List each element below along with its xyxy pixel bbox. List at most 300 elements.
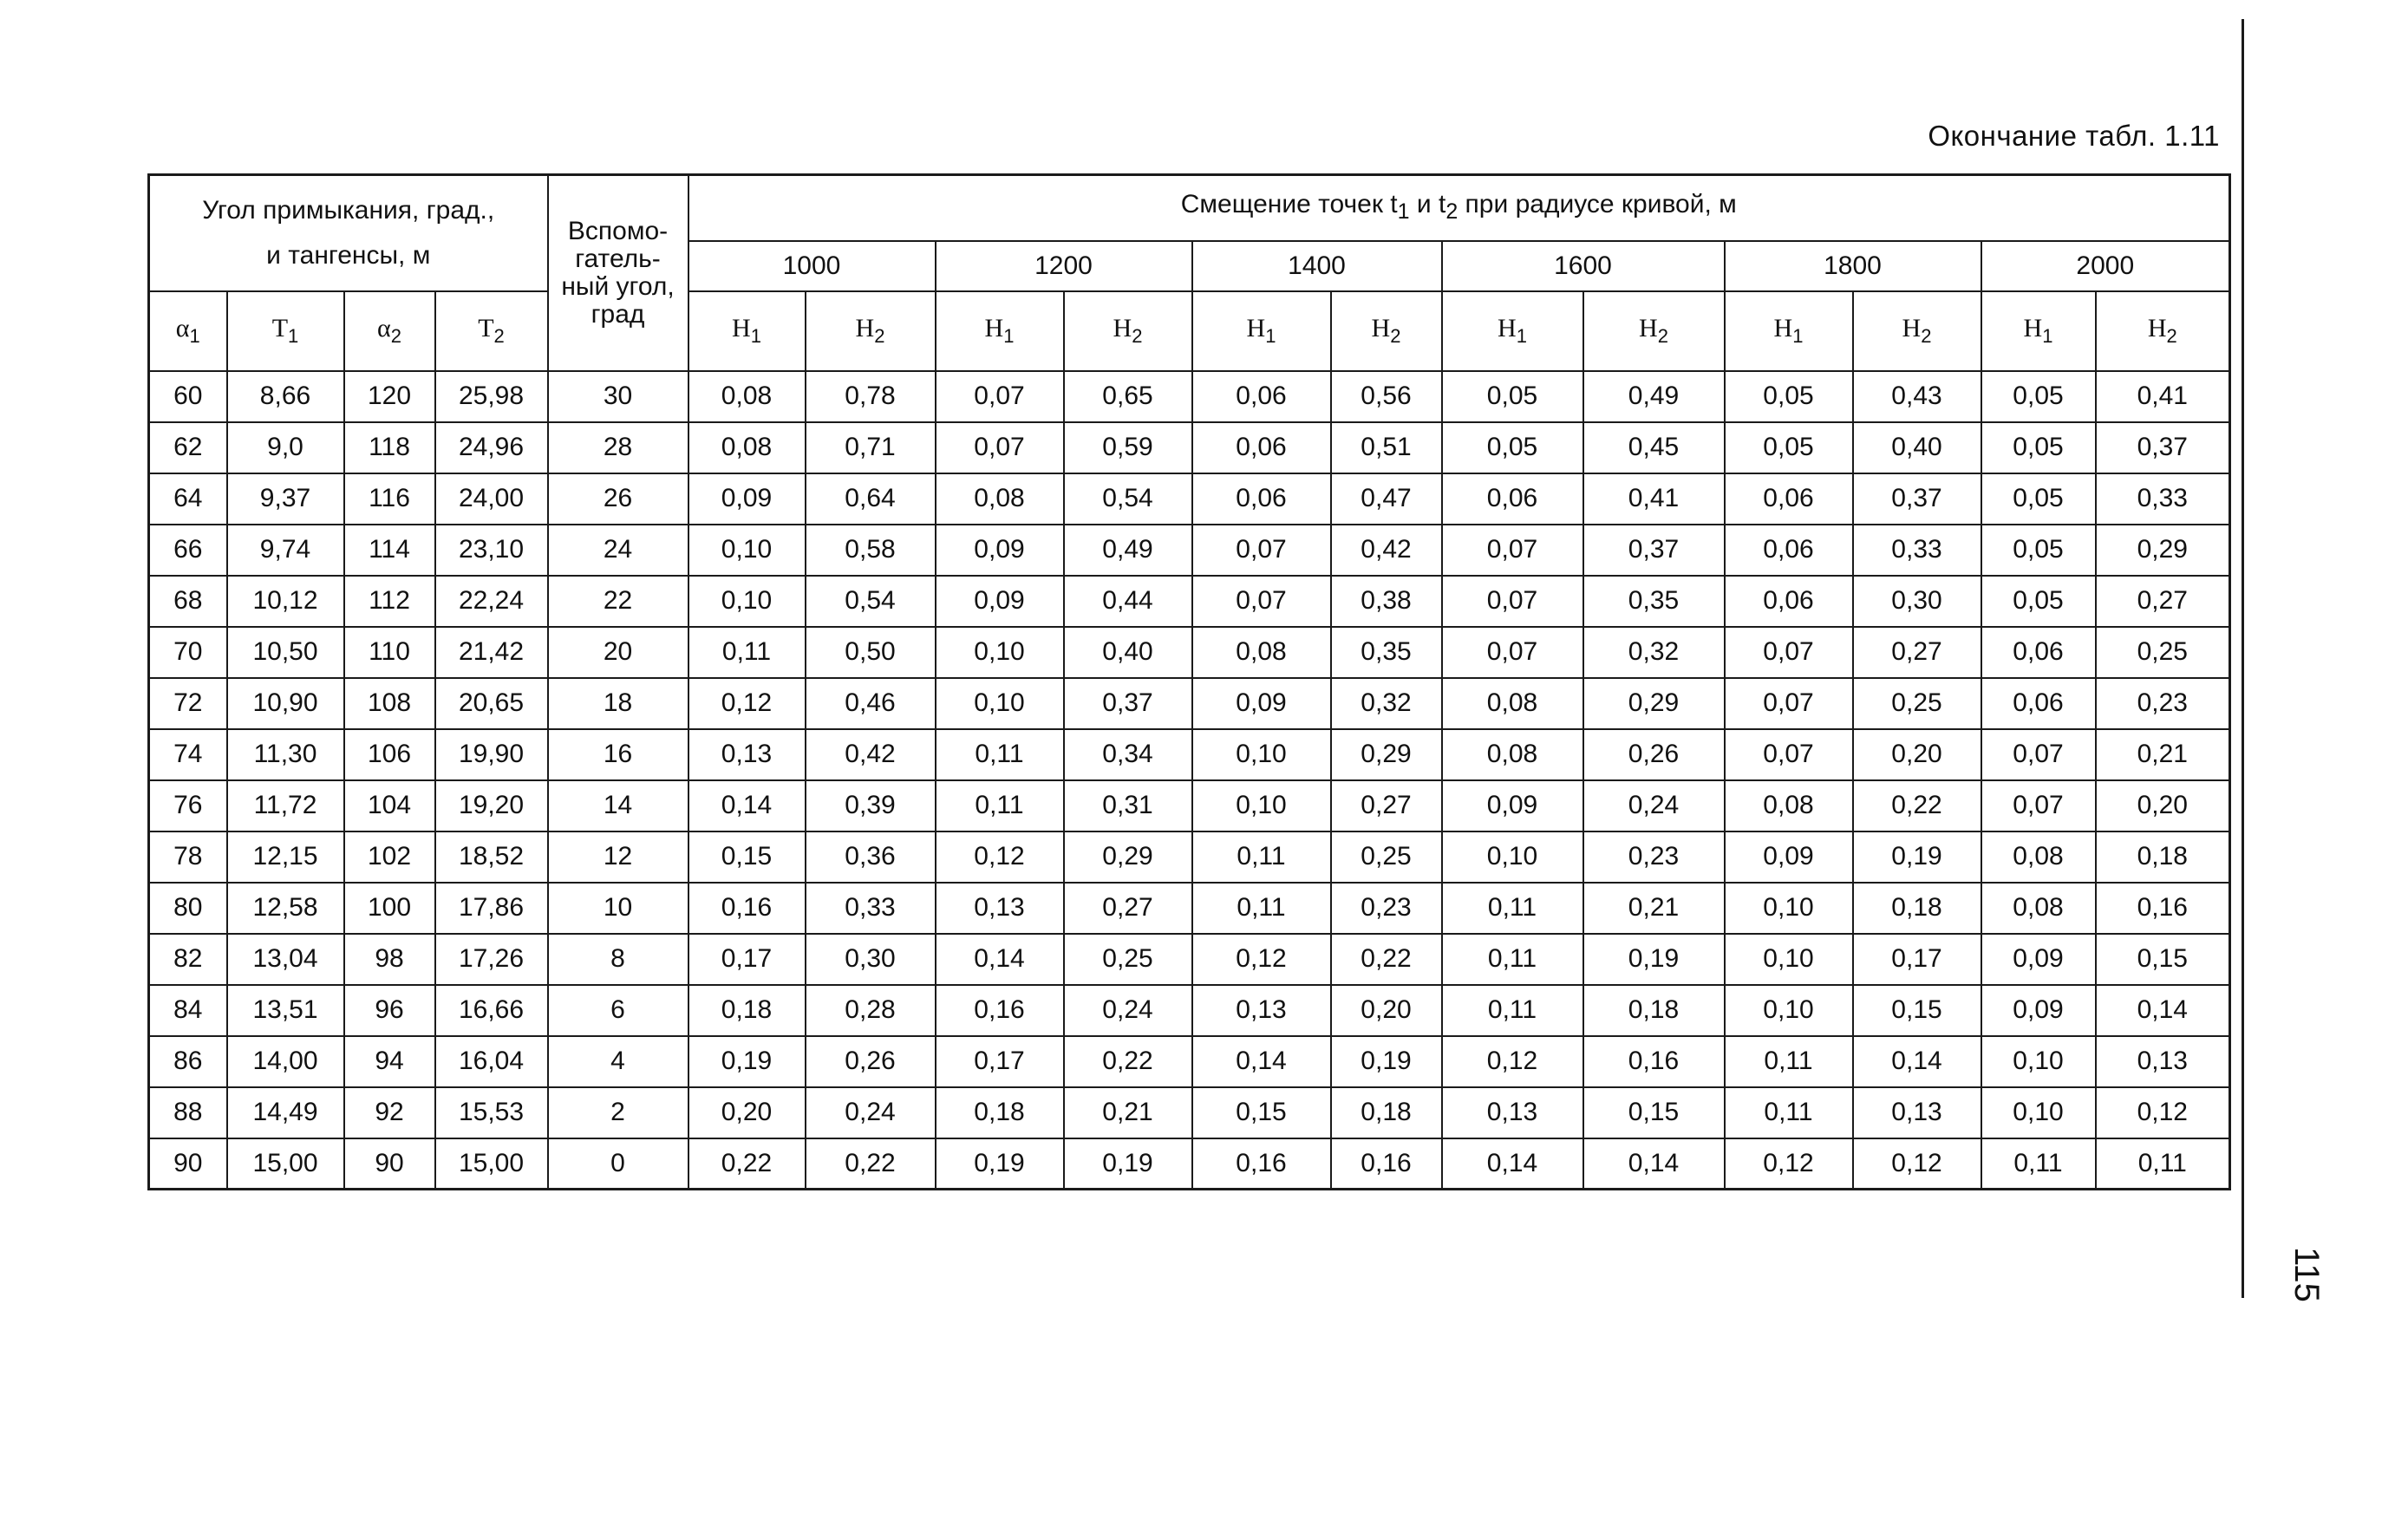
col-H2-r1-subscript: 2 bbox=[1132, 325, 1143, 347]
col-H2-r2-symbol: H bbox=[1371, 314, 1391, 342]
table-cell: 0,54 bbox=[1064, 473, 1192, 525]
table-cell: 0,07 bbox=[1442, 627, 1583, 678]
table-cell: 0,24 bbox=[1583, 780, 1725, 831]
table-cell: 0,07 bbox=[1442, 576, 1583, 627]
table-cell: 0,23 bbox=[1331, 883, 1442, 934]
table-cell: 0,38 bbox=[1331, 576, 1442, 627]
col-H1-r2-symbol: H bbox=[1246, 314, 1266, 342]
table-cell: 0,30 bbox=[806, 934, 936, 985]
table-cell: 0,40 bbox=[1853, 422, 1981, 473]
table-cell: 0,18 bbox=[688, 985, 806, 1036]
table-cell: 0,23 bbox=[2096, 678, 2230, 729]
table-cell: 0,10 bbox=[936, 627, 1064, 678]
table-cell: 0,45 bbox=[1583, 422, 1725, 473]
table-cell: 0,29 bbox=[1331, 729, 1442, 780]
table-cell: 0,10 bbox=[688, 525, 806, 576]
col-H2-r3-symbol: H bbox=[1639, 314, 1658, 342]
table-cell: 0,08 bbox=[1725, 780, 1853, 831]
table-row bbox=[149, 1138, 2230, 1190]
table-cell: 0,08 bbox=[1442, 729, 1583, 780]
col-H1-r3 bbox=[1442, 291, 1583, 371]
table-row bbox=[149, 422, 2230, 473]
page-margin-line bbox=[2242, 19, 2244, 1298]
table-cell: 0,09 bbox=[688, 473, 806, 525]
table-cell: 0,07 bbox=[1192, 576, 1331, 627]
table-cell: 0,05 bbox=[1981, 371, 2096, 422]
table-cell: 0,07 bbox=[1981, 729, 2096, 780]
table-cell: 0,07 bbox=[1725, 627, 1853, 678]
table-cell: 0,25 bbox=[1331, 831, 1442, 883]
table-cell: 0,41 bbox=[2096, 371, 2230, 422]
table-cell: 0,56 bbox=[1331, 371, 1442, 422]
table-row bbox=[149, 473, 2230, 525]
table-cell: 0,11 bbox=[1442, 883, 1583, 934]
col-H1-r3-symbol: H bbox=[1498, 314, 1517, 342]
table-cell: 0,46 bbox=[806, 678, 936, 729]
col-H1-r0-symbol: H bbox=[732, 314, 751, 342]
table-cell: 0,09 bbox=[1192, 678, 1331, 729]
table-row bbox=[149, 985, 2230, 1036]
table-cell: 0,08 bbox=[1442, 678, 1583, 729]
col-alpha1-subscript: 1 bbox=[189, 325, 200, 347]
table-cell: 0,21 bbox=[1064, 1087, 1192, 1138]
table-cell: 0,19 bbox=[1583, 934, 1725, 985]
radius-1400: 1400 bbox=[1192, 241, 1442, 291]
table-cell: 0,25 bbox=[1064, 934, 1192, 985]
table-cell: 14,49 bbox=[227, 1087, 344, 1138]
table-cell: 106 bbox=[344, 729, 435, 780]
table-cell: 0,05 bbox=[1981, 525, 2096, 576]
table-cell: 19,90 bbox=[435, 729, 548, 780]
table-cell: 10,50 bbox=[227, 627, 344, 678]
table-cell: 0,37 bbox=[2096, 422, 2230, 473]
table-cell: 0,18 bbox=[1331, 1087, 1442, 1138]
table-row bbox=[149, 1087, 2230, 1138]
table-cell: 0,22 bbox=[688, 1138, 806, 1190]
table-cell: 0,11 bbox=[2096, 1138, 2230, 1190]
table-cell: 10 bbox=[548, 883, 688, 934]
table-cell: 0,11 bbox=[1981, 1138, 2096, 1190]
col-H2-r3-subscript: 2 bbox=[1657, 325, 1668, 347]
table-cell: 70 bbox=[149, 627, 227, 678]
table-cell: 0,16 bbox=[1583, 1036, 1725, 1087]
table-cell: 16,04 bbox=[435, 1036, 548, 1087]
table-cell: 0,05 bbox=[1725, 422, 1853, 473]
table-cell: 0,43 bbox=[1853, 371, 1981, 422]
table-cell: 96 bbox=[344, 985, 435, 1036]
table-cell: 0,49 bbox=[1064, 525, 1192, 576]
table-cell: 0,14 bbox=[1192, 1036, 1331, 1087]
col-T2 bbox=[435, 291, 548, 371]
table-cell: 0,37 bbox=[1583, 525, 1725, 576]
table-cell: 0,10 bbox=[1725, 883, 1853, 934]
table-cell: 15,53 bbox=[435, 1087, 548, 1138]
table-cell: 0,10 bbox=[1981, 1036, 2096, 1087]
table-cell: 0,49 bbox=[1583, 371, 1725, 422]
table-row bbox=[149, 627, 2230, 678]
table-cell: 0,22 bbox=[1064, 1036, 1192, 1087]
col-alpha2-subscript: 2 bbox=[390, 325, 401, 347]
table-cell: 0,29 bbox=[1064, 831, 1192, 883]
table-cell: 0,11 bbox=[1442, 985, 1583, 1036]
table-cell: 0,10 bbox=[688, 576, 806, 627]
table-cell: 86 bbox=[149, 1036, 227, 1087]
table-cell: 0,35 bbox=[1331, 627, 1442, 678]
col-T1-subscript: 1 bbox=[288, 325, 299, 347]
table-cell: 0,37 bbox=[1064, 678, 1192, 729]
table-cell: 0,11 bbox=[936, 729, 1064, 780]
table-cell: 0,64 bbox=[806, 473, 936, 525]
table-cell: 0,27 bbox=[2096, 576, 2230, 627]
table-cell: 0,27 bbox=[1331, 780, 1442, 831]
table-row bbox=[149, 831, 2230, 883]
table-cell: 15,00 bbox=[227, 1138, 344, 1190]
table-row bbox=[149, 780, 2230, 831]
col-H2-r5 bbox=[2096, 291, 2230, 371]
table-cell: 26 bbox=[548, 473, 688, 525]
table-cell: 0,06 bbox=[1725, 473, 1853, 525]
radius-1000: 1000 bbox=[688, 241, 936, 291]
table-cell: 0,11 bbox=[1442, 934, 1583, 985]
table-cell: 0,14 bbox=[2096, 985, 2230, 1036]
aux-angle-line1: Вспомо- bbox=[567, 216, 669, 245]
table-cell: 25,98 bbox=[435, 371, 548, 422]
table-cell: 24,96 bbox=[435, 422, 548, 473]
col-H1-r2-subscript: 1 bbox=[1265, 325, 1276, 347]
table-cell: 0,13 bbox=[1853, 1087, 1981, 1138]
table-cell: 0,11 bbox=[1725, 1036, 1853, 1087]
table-cell: 0,24 bbox=[806, 1087, 936, 1138]
table-cell: 0,06 bbox=[1192, 473, 1331, 525]
radius-1200: 1200 bbox=[936, 241, 1192, 291]
col-H1-r1-subscript: 1 bbox=[1003, 325, 1015, 347]
table-cell: 0,07 bbox=[1981, 780, 2096, 831]
col-H1-r4 bbox=[1725, 291, 1853, 371]
col-H2-r1 bbox=[1064, 291, 1192, 371]
table-cell: 62 bbox=[149, 422, 227, 473]
col-alpha1 bbox=[149, 291, 227, 371]
table-cell: 30 bbox=[548, 371, 688, 422]
table-cell: 0,14 bbox=[1583, 1138, 1725, 1190]
table-cell: 112 bbox=[344, 576, 435, 627]
table-cell: 0,17 bbox=[688, 934, 806, 985]
col-H1-r2 bbox=[1192, 291, 1331, 371]
table-cell: 0,07 bbox=[1192, 525, 1331, 576]
col-H2-r5-symbol: H bbox=[2147, 314, 2167, 342]
offset-mid: и t bbox=[1409, 189, 1446, 218]
radius-2000: 2000 bbox=[1981, 241, 2230, 291]
table-cell: 22,24 bbox=[435, 576, 548, 627]
table-row bbox=[149, 729, 2230, 780]
symbol-header-row bbox=[149, 291, 2230, 371]
table-cell: 0,08 bbox=[1981, 883, 2096, 934]
table-cell: 0,15 bbox=[2096, 934, 2230, 985]
table-cell: 0,33 bbox=[2096, 473, 2230, 525]
table-cell: 0,15 bbox=[1583, 1087, 1725, 1138]
table-cell: 0,33 bbox=[806, 883, 936, 934]
col-H1-r5-symbol: H bbox=[2023, 314, 2043, 342]
table-cell: 0,71 bbox=[806, 422, 936, 473]
table-cell: 22 bbox=[548, 576, 688, 627]
col-T1 bbox=[227, 291, 344, 371]
table-cell: 0,09 bbox=[936, 525, 1064, 576]
table-cell: 0,09 bbox=[936, 576, 1064, 627]
table-cell: 12,15 bbox=[227, 831, 344, 883]
col-H2-r4 bbox=[1853, 291, 1981, 371]
table-cell: 0,26 bbox=[806, 1036, 936, 1087]
table-cell: 0,22 bbox=[1331, 934, 1442, 985]
table-cell: 0,19 bbox=[936, 1138, 1064, 1190]
table-cell: 72 bbox=[149, 678, 227, 729]
table-cell: 0,06 bbox=[1192, 422, 1331, 473]
table-cell: 0,06 bbox=[1192, 371, 1331, 422]
table-cell: 16 bbox=[548, 729, 688, 780]
table-cell: 0,18 bbox=[1583, 985, 1725, 1036]
angle-group-header bbox=[149, 175, 548, 291]
table-cell: 0,18 bbox=[2096, 831, 2230, 883]
table-cell: 11,72 bbox=[227, 780, 344, 831]
table-cell: 0,21 bbox=[2096, 729, 2230, 780]
col-H1-r0-subscript: 1 bbox=[750, 325, 761, 347]
table-cell: 0,27 bbox=[1853, 627, 1981, 678]
table-cell: 0,13 bbox=[1442, 1087, 1583, 1138]
table-cell: 0,12 bbox=[1725, 1138, 1853, 1190]
table-cell: 14,00 bbox=[227, 1036, 344, 1087]
table-cell: 0,08 bbox=[1192, 627, 1331, 678]
table-cell: 0,10 bbox=[1981, 1087, 2096, 1138]
table-cell: 0,07 bbox=[1725, 678, 1853, 729]
col-H1-r3-subscript: 1 bbox=[1516, 325, 1527, 347]
table-cell: 102 bbox=[344, 831, 435, 883]
table-cell: 84 bbox=[149, 985, 227, 1036]
table-cell: 0,54 bbox=[806, 576, 936, 627]
table-cell: 17,86 bbox=[435, 883, 548, 934]
table-cell: 74 bbox=[149, 729, 227, 780]
table-cell: 0,21 bbox=[1583, 883, 1725, 934]
table-cell: 108 bbox=[344, 678, 435, 729]
col-H1-r4-symbol: H bbox=[1773, 314, 1793, 342]
table-cell: 0,25 bbox=[2096, 627, 2230, 678]
table-cell: 118 bbox=[344, 422, 435, 473]
table-row bbox=[149, 678, 2230, 729]
table-cell: 0,16 bbox=[2096, 883, 2230, 934]
table-cell: 0,24 bbox=[1064, 985, 1192, 1036]
angle-group-line2: и тангенсы, м bbox=[266, 240, 431, 270]
table-cell: 11,30 bbox=[227, 729, 344, 780]
table-cell: 24,00 bbox=[435, 473, 548, 525]
table-cell: 0,17 bbox=[936, 1036, 1064, 1087]
col-H2-r2 bbox=[1331, 291, 1442, 371]
col-T1-symbol: T bbox=[271, 314, 289, 342]
table-cell: 0,08 bbox=[936, 473, 1064, 525]
table-cell: 114 bbox=[344, 525, 435, 576]
table-cell: 0,59 bbox=[1064, 422, 1192, 473]
table-cell: 0,30 bbox=[1853, 576, 1981, 627]
table-cell: 0,11 bbox=[1192, 831, 1331, 883]
col-H1-r4-subscript: 1 bbox=[1792, 325, 1804, 347]
table-cell: 0,27 bbox=[1064, 883, 1192, 934]
radius-1800: 1800 bbox=[1725, 241, 1981, 291]
table-cell: 17,26 bbox=[435, 934, 548, 985]
table-cell: 0,65 bbox=[1064, 371, 1192, 422]
table-cell: 0,11 bbox=[688, 627, 806, 678]
table-cell: 0,10 bbox=[1192, 729, 1331, 780]
table-cell: 21,42 bbox=[435, 627, 548, 678]
table-cell: 0,44 bbox=[1064, 576, 1192, 627]
table-cell: 10,90 bbox=[227, 678, 344, 729]
col-H2-r2-subscript: 2 bbox=[1390, 325, 1401, 347]
page-number: 115 bbox=[2287, 1247, 2326, 1302]
col-H1-r1 bbox=[936, 291, 1064, 371]
table-cell: 0,10 bbox=[936, 678, 1064, 729]
table-cell: 0,33 bbox=[1853, 525, 1981, 576]
radius-1600: 1600 bbox=[1442, 241, 1725, 291]
table-cell: 0,42 bbox=[1331, 525, 1442, 576]
table-cell: 12 bbox=[548, 831, 688, 883]
col-H2-r4-subscript: 2 bbox=[1921, 325, 1932, 347]
table-cell: 0,25 bbox=[1853, 678, 1981, 729]
table-cell: 0,39 bbox=[806, 780, 936, 831]
table-cell: 0,11 bbox=[936, 780, 1064, 831]
table-cell: 0,23 bbox=[1583, 831, 1725, 883]
offset-table bbox=[147, 173, 2231, 1190]
table-cell: 0,06 bbox=[1981, 627, 2096, 678]
table-cell: 0,14 bbox=[936, 934, 1064, 985]
table-cell: 0,12 bbox=[1853, 1138, 1981, 1190]
table-cell: 0,09 bbox=[1442, 780, 1583, 831]
table-cell: 0,12 bbox=[936, 831, 1064, 883]
table-cell: 0,22 bbox=[806, 1138, 936, 1190]
table-cell: 0,51 bbox=[1331, 422, 1442, 473]
col-H2-r0-symbol: H bbox=[855, 314, 875, 342]
table-cell: 92 bbox=[344, 1087, 435, 1138]
table-cell: 0,13 bbox=[2096, 1036, 2230, 1087]
table-cell: 9,37 bbox=[227, 473, 344, 525]
table-cell: 0,29 bbox=[1583, 678, 1725, 729]
table-cell: 0,06 bbox=[1981, 678, 2096, 729]
table-cell: 60 bbox=[149, 371, 227, 422]
table-cell: 23,10 bbox=[435, 525, 548, 576]
table-cell: 0,15 bbox=[1853, 985, 1981, 1036]
table-cell: 0,28 bbox=[806, 985, 936, 1036]
table-cell: 0,05 bbox=[1981, 422, 2096, 473]
table-cell: 0,19 bbox=[688, 1036, 806, 1087]
table-cell: 20 bbox=[548, 627, 688, 678]
table-cell: 0,41 bbox=[1583, 473, 1725, 525]
table-cell: 0,12 bbox=[1192, 934, 1331, 985]
table-cell: 0,15 bbox=[688, 831, 806, 883]
table-cell: 110 bbox=[344, 627, 435, 678]
table-cell: 0,19 bbox=[1064, 1138, 1192, 1190]
table-cell: 0,50 bbox=[806, 627, 936, 678]
table-cell: 0,14 bbox=[688, 780, 806, 831]
col-H2-r3 bbox=[1583, 291, 1725, 371]
table-cell: 8 bbox=[548, 934, 688, 985]
table-cell: 0,07 bbox=[1725, 729, 1853, 780]
table-cell: 0,09 bbox=[1725, 831, 1853, 883]
table-cell: 116 bbox=[344, 473, 435, 525]
table-cell: 0,12 bbox=[688, 678, 806, 729]
table-cell: 0,05 bbox=[1981, 473, 2096, 525]
table-cell: 0,08 bbox=[688, 422, 806, 473]
table-cell: 0,37 bbox=[1853, 473, 1981, 525]
col-alpha2 bbox=[344, 291, 435, 371]
table-cell: 0,05 bbox=[1442, 422, 1583, 473]
table-cell: 0,11 bbox=[1192, 883, 1331, 934]
table-cell: 78 bbox=[149, 831, 227, 883]
table-cell: 0,19 bbox=[1331, 1036, 1442, 1087]
table-cell: 20,65 bbox=[435, 678, 548, 729]
offset-group-header bbox=[688, 175, 2230, 241]
table-cell: 0,13 bbox=[936, 883, 1064, 934]
table-cell: 10,12 bbox=[227, 576, 344, 627]
col-alpha2-symbol: α bbox=[377, 314, 391, 342]
aux-angle-line3: ный угол, bbox=[561, 271, 675, 301]
table-cell: 0,20 bbox=[688, 1087, 806, 1138]
table-cell: 90 bbox=[149, 1138, 227, 1190]
table-cell: 104 bbox=[344, 780, 435, 831]
col-H2-r1-symbol: H bbox=[1113, 314, 1132, 342]
offset-pre: Смещение точек t bbox=[1180, 189, 1398, 218]
table-cell: 0,14 bbox=[1442, 1138, 1583, 1190]
table-cell: 0 bbox=[548, 1138, 688, 1190]
table-cell: 88 bbox=[149, 1087, 227, 1138]
col-T2-subscript: 2 bbox=[493, 325, 505, 347]
table-cell: 0,16 bbox=[688, 883, 806, 934]
table-cell: 8,66 bbox=[227, 371, 344, 422]
table-cell: 0,35 bbox=[1583, 576, 1725, 627]
table-cell: 90 bbox=[344, 1138, 435, 1190]
table-cell: 0,12 bbox=[2096, 1087, 2230, 1138]
table-cell: 0,06 bbox=[1725, 576, 1853, 627]
table-cell: 0,10 bbox=[1192, 780, 1331, 831]
table-cell: 0,29 bbox=[2096, 525, 2230, 576]
table-cell: 28 bbox=[548, 422, 688, 473]
col-H2-r0-subscript: 2 bbox=[874, 325, 885, 347]
angle-group-line1: Угол примыкания, град., bbox=[202, 195, 495, 225]
table-row bbox=[149, 934, 2230, 985]
col-H2-r0 bbox=[806, 291, 936, 371]
table-cell: 0,07 bbox=[1442, 525, 1583, 576]
table-cell: 66 bbox=[149, 525, 227, 576]
table-cell: 100 bbox=[344, 883, 435, 934]
table-cell: 80 bbox=[149, 883, 227, 934]
table-cell: 76 bbox=[149, 780, 227, 831]
aux-angle-line4: град bbox=[591, 299, 645, 329]
table-cell: 82 bbox=[149, 934, 227, 985]
table-cell: 19,20 bbox=[435, 780, 548, 831]
table-cell: 0,34 bbox=[1064, 729, 1192, 780]
table-cell: 16,66 bbox=[435, 985, 548, 1036]
table-cell: 9,0 bbox=[227, 422, 344, 473]
table-cell: 0,10 bbox=[1442, 831, 1583, 883]
table-cell: 0,12 bbox=[1442, 1036, 1583, 1087]
table-cell: 0,16 bbox=[1192, 1138, 1331, 1190]
table-cell: 0,06 bbox=[1442, 473, 1583, 525]
table-cell: 0,05 bbox=[1981, 576, 2096, 627]
table-cell: 0,08 bbox=[1981, 831, 2096, 883]
table-cell: 0,20 bbox=[1331, 985, 1442, 1036]
table-cell: 0,47 bbox=[1331, 473, 1442, 525]
table-cell: 0,42 bbox=[806, 729, 936, 780]
table-cell: 0,13 bbox=[688, 729, 806, 780]
table-cell: 94 bbox=[344, 1036, 435, 1087]
table-cell: 15,00 bbox=[435, 1138, 548, 1190]
table-cell: 18 bbox=[548, 678, 688, 729]
aux-angle-header bbox=[548, 175, 688, 371]
table-cell: 98 bbox=[344, 934, 435, 985]
col-alpha1-symbol: α bbox=[175, 314, 190, 342]
